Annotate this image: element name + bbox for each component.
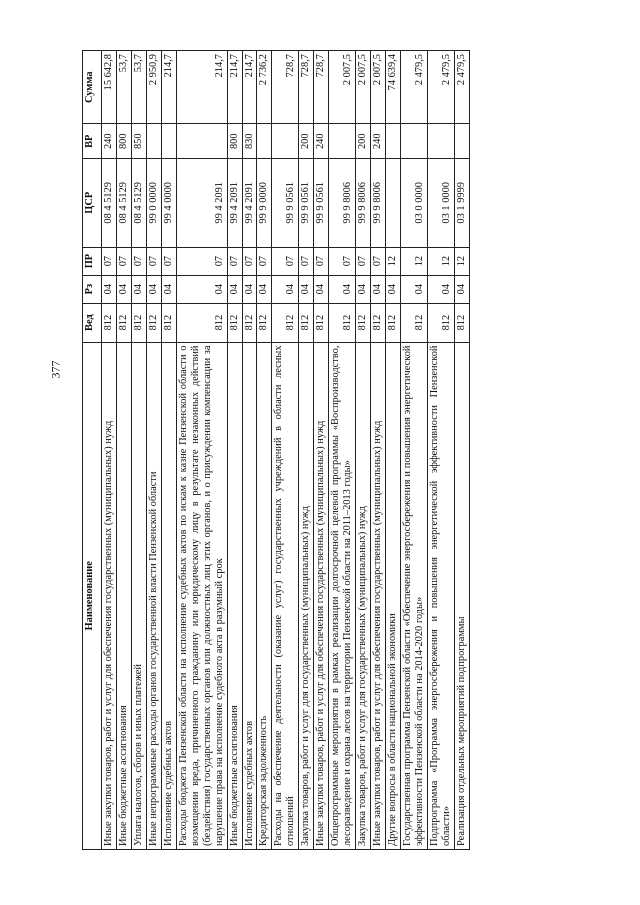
cell-rz: 04 <box>176 275 227 303</box>
table-row <box>356 51 371 850</box>
cell-rz: 04 <box>371 275 386 303</box>
table-row <box>386 51 401 850</box>
table-row <box>314 51 329 850</box>
cell-rz: 04 <box>242 275 257 303</box>
cell-vr <box>161 124 176 159</box>
cell-sum: 214,7 <box>176 51 227 124</box>
cell-csr: 08 4 5129 <box>116 159 131 248</box>
cell-vr: 200 <box>356 124 371 159</box>
cell-sum: 214,7 <box>242 51 257 124</box>
cell-csr: 99 9 8006 <box>371 159 386 248</box>
cell-sum: 15 642,8 <box>102 51 117 124</box>
cell-pr: 12 <box>401 247 428 275</box>
cell-csr: 99 4 2091 <box>176 159 227 248</box>
table-row <box>371 51 386 850</box>
table-row <box>146 51 161 850</box>
table-body <box>102 51 470 850</box>
cell-name: Иные закупки товаров, работ и услуг для обеспечения государственных (муниципальных) нужд <box>314 342 329 849</box>
cell-ved: 812 <box>371 303 386 342</box>
cell-pr: 07 <box>272 247 299 275</box>
cell-name: Иные бюджетные ассигнования <box>227 342 242 849</box>
table-row <box>299 51 314 850</box>
cell-csr: 99 9 0000 <box>257 159 272 248</box>
cell-ved: 812 <box>272 303 299 342</box>
table-row <box>401 51 428 850</box>
table-row <box>329 51 356 850</box>
cell-rz: 04 <box>299 275 314 303</box>
cell-pr: 07 <box>329 247 356 275</box>
table-row <box>131 51 146 850</box>
cell-name: Иные закупки товаров, работ и услуг для обеспечения государственных (муниципальных) нужд <box>102 342 117 849</box>
header-ved: Вед <box>83 303 102 342</box>
cell-name: Иные бюджетные ассигнования <box>116 342 131 849</box>
cell-sum: 2 479,5 <box>401 51 428 124</box>
cell-pr: 07 <box>314 247 329 275</box>
table-row <box>227 51 242 850</box>
budget-table <box>82 50 470 850</box>
cell-ved: 812 <box>314 303 329 342</box>
cell-name: Другие вопросы в области национальной экономики <box>386 342 401 849</box>
cell-ved: 812 <box>161 303 176 342</box>
cell-rz: 04 <box>146 275 161 303</box>
cell-vr <box>454 124 469 159</box>
cell-sum: 2 736,2 <box>257 51 272 124</box>
header-csr: ЦСР <box>83 159 102 248</box>
cell-name: Уплата налогов, сборов и иных платежей <box>131 342 146 849</box>
cell-vr <box>386 124 401 159</box>
cell-rz: 04 <box>356 275 371 303</box>
cell-vr <box>257 124 272 159</box>
cell-rz: 04 <box>272 275 299 303</box>
cell-pr: 07 <box>161 247 176 275</box>
cell-name: Кредиторская задолженность <box>257 342 272 849</box>
cell-ved: 812 <box>356 303 371 342</box>
cell-name: Реализация отдельных мероприятий подпрограммы <box>454 342 469 849</box>
cell-ved: 812 <box>227 303 242 342</box>
cell-vr <box>401 124 428 159</box>
cell-csr: 03 1 9999 <box>454 159 469 248</box>
cell-rz: 04 <box>314 275 329 303</box>
header-vr: ВР <box>83 124 102 159</box>
cell-name: Расходы на обеспечение деятельности (оказание услуг) государственных учреждений в области лесных отношений <box>272 342 299 849</box>
header-pr: ПР <box>83 247 102 275</box>
cell-vr <box>272 124 299 159</box>
cell-ved: 812 <box>242 303 257 342</box>
cell-name: Иные закупки товаров, работ и услуг для обеспечения государственных (муниципальных) нужд <box>371 342 386 849</box>
cell-csr: 03 0 0000 <box>401 159 428 248</box>
cell-name: Исполнение судебных актов <box>242 342 257 849</box>
cell-sum: 214,7 <box>227 51 242 124</box>
cell-ved: 812 <box>386 303 401 342</box>
cell-vr: 240 <box>102 124 117 159</box>
cell-vr: 800 <box>227 124 242 159</box>
cell-vr <box>176 124 227 159</box>
cell-ved: 812 <box>146 303 161 342</box>
cell-name: Расходы бюджета Пензенской области на исполнение судебных актов по искам к казне Пензенской области о возмещении вреда, причиненного гражданину или юридическому лицу в результате незаконных действий (бездействия) государственных органов или должностных лиц этих органов, и о присуждении компенсации за нарушение права на исполнение судебного акта в разумный срок <box>176 342 227 849</box>
cell-csr: 99 9 0561 <box>272 159 299 248</box>
cell-pr: 07 <box>227 247 242 275</box>
cell-sum: 53,7 <box>131 51 146 124</box>
cell-pr: 07 <box>102 247 117 275</box>
cell-name: Подпрограмма «Программа энергосбережения и повышения энергетической эффективности Пензенской области» <box>427 342 454 849</box>
cell-ved: 812 <box>116 303 131 342</box>
table-row <box>161 51 176 850</box>
cell-sum: 2 007,5 <box>371 51 386 124</box>
cell-csr: 03 1 0000 <box>427 159 454 248</box>
cell-name: Закупка товаров, работ и услуг для государственных (муниципальных) нужд <box>356 342 371 849</box>
cell-sum: 2 007,5 <box>329 51 356 124</box>
cell-rz: 04 <box>401 275 428 303</box>
cell-sum: 728,7 <box>314 51 329 124</box>
cell-sum: 53,7 <box>116 51 131 124</box>
table-row <box>242 51 257 850</box>
cell-pr: 12 <box>386 247 401 275</box>
cell-vr <box>329 124 356 159</box>
cell-sum: 2 007,5 <box>356 51 371 124</box>
cell-vr: 240 <box>314 124 329 159</box>
cell-rz: 04 <box>131 275 146 303</box>
table-row <box>116 51 131 850</box>
cell-name: Иные непрограммные расходы органов государственной власти Пензенской области <box>146 342 161 849</box>
cell-sum: 214,7 <box>161 51 176 124</box>
cell-ved: 812 <box>257 303 272 342</box>
cell-pr: 07 <box>131 247 146 275</box>
cell-pr: 07 <box>356 247 371 275</box>
cell-sum: 2 479,5 <box>454 51 469 124</box>
cell-sum: 2 950,9 <box>146 51 161 124</box>
cell-ved: 812 <box>427 303 454 342</box>
cell-csr: 99 9 8006 <box>329 159 356 248</box>
cell-ved: 812 <box>329 303 356 342</box>
cell-csr: 99 9 0561 <box>314 159 329 248</box>
cell-rz: 04 <box>386 275 401 303</box>
header-sum: Сумма <box>83 51 102 124</box>
cell-pr: 12 <box>427 247 454 275</box>
cell-pr: 07 <box>116 247 131 275</box>
cell-rz: 04 <box>227 275 242 303</box>
table-row <box>454 51 469 850</box>
header-name: Наименование <box>83 342 102 849</box>
cell-sum: 2 479,5 <box>427 51 454 124</box>
cell-rz: 04 <box>161 275 176 303</box>
cell-csr: 99 9 8006 <box>356 159 371 248</box>
cell-name: Государственная программа Пензенской области «Обеспечение энергосбережения и повышения энергетической эффективности Пензенской области на 2014-2020 годы» <box>401 342 428 849</box>
cell-pr: 07 <box>299 247 314 275</box>
cell-vr: 800 <box>116 124 131 159</box>
cell-vr: 850 <box>131 124 146 159</box>
cell-vr <box>427 124 454 159</box>
cell-vr: 830 <box>242 124 257 159</box>
cell-sum: 728,7 <box>299 51 314 124</box>
cell-rz: 04 <box>257 275 272 303</box>
table-row <box>102 51 117 850</box>
page-number: 377 <box>48 360 63 379</box>
cell-pr: 12 <box>454 247 469 275</box>
cell-csr: 99 4 2091 <box>242 159 257 248</box>
cell-csr: 99 0 0000 <box>146 159 161 248</box>
cell-rz: 04 <box>116 275 131 303</box>
cell-pr: 07 <box>257 247 272 275</box>
cell-ved: 812 <box>131 303 146 342</box>
cell-vr: 200 <box>299 124 314 159</box>
cell-csr: 08 4 5129 <box>102 159 117 248</box>
cell-pr: 07 <box>371 247 386 275</box>
rotated-table-container <box>82 50 570 850</box>
table-row <box>257 51 272 850</box>
cell-csr <box>386 159 401 248</box>
cell-rz: 04 <box>427 275 454 303</box>
cell-pr: 07 <box>176 247 227 275</box>
table-row <box>176 51 227 850</box>
cell-sum: 74 639,4 <box>386 51 401 124</box>
cell-vr <box>146 124 161 159</box>
cell-csr: 99 4 0000 <box>161 159 176 248</box>
cell-ved: 812 <box>102 303 117 342</box>
cell-ved: 812 <box>454 303 469 342</box>
cell-ved: 812 <box>299 303 314 342</box>
cell-rz: 04 <box>329 275 356 303</box>
cell-rz: 04 <box>454 275 469 303</box>
cell-name: Исполнение судебных актов <box>161 342 176 849</box>
cell-rz: 04 <box>102 275 117 303</box>
cell-vr: 240 <box>371 124 386 159</box>
cell-name: Общепрограммные мероприятия в рамках реализации долгосрочной целевой программы «Воспроизводство, лесоразведение и охрана лесов на территории Пензенской области на 2011–2013 годы» <box>329 342 356 849</box>
cell-sum: 728,7 <box>272 51 299 124</box>
table-header <box>83 51 102 850</box>
header-rz: Рз <box>83 275 102 303</box>
cell-name: Закупка товаров, работ и услуг для государственных (муниципальных) нужд <box>299 342 314 849</box>
cell-ved: 812 <box>401 303 428 342</box>
cell-ved: 812 <box>176 303 227 342</box>
cell-csr: 99 9 0561 <box>299 159 314 248</box>
cell-csr: 08 4 5129 <box>131 159 146 248</box>
table-row <box>272 51 299 850</box>
cell-pr: 07 <box>146 247 161 275</box>
cell-csr: 99 4 2091 <box>227 159 242 248</box>
cell-pr: 07 <box>242 247 257 275</box>
table-row <box>427 51 454 850</box>
